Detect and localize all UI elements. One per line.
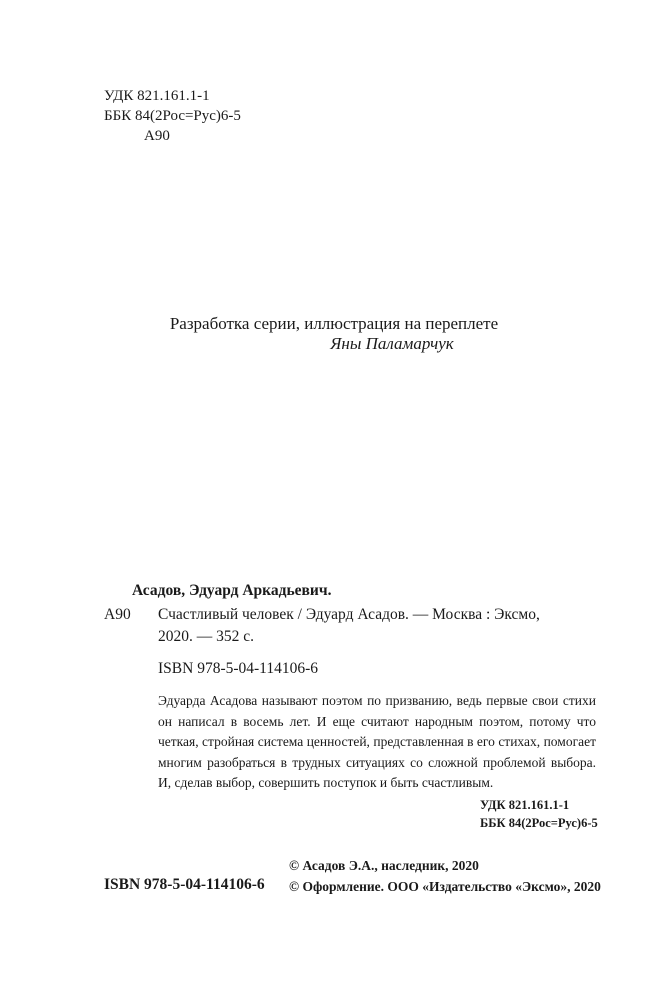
udk-code: УДК 821.161.1-1: [104, 88, 210, 104]
series-credit-name: Яны Паламарчук: [330, 334, 454, 353]
author-sign: А90: [144, 128, 170, 144]
udk-code-bottom: УДК 821.161.1-1: [480, 798, 570, 812]
catalog-title-line-1: Счастливый человек / Эдуард Асадов. — Москва : Эксмо,: [158, 606, 540, 623]
isbn-bottom: ISBN 978-5-04-114106-6: [104, 876, 265, 893]
copyright-design: © Оформление. ООО «Издательство «Эксмо», 2020: [289, 879, 601, 894]
bbk-code: ББК 84(2Рос=Рус)6-5: [104, 108, 241, 124]
catalog-isbn: ISBN 978-5-04-114106-6: [158, 660, 319, 677]
annotation-text: Эдуарда Асадова называют поэтом по призванию, ведь первые свои стихи он написал в восемь лет. И еще считают народным поэтом, потому что четкая, стройная система ценностей, представленная в его стихах, помогает многим разобраться в трудных ситуациях со сложной проблемой выбора. И, сделав выбор, совершить поступок и быть счастливым.: [158, 693, 596, 790]
copyright-author: © Асадов Э.А., наследник, 2020: [289, 858, 479, 873]
bbk-code-bottom: ББК 84(2Рос=Рус)6-5: [480, 816, 598, 830]
catalog-title-line-2: 2020. — 352 с.: [158, 628, 255, 645]
catalog-author: Асадов, Эдуард Аркадьевич.: [132, 582, 332, 599]
series-credit-role: Разработка серии, иллюстрация на переплете: [169, 314, 499, 333]
annotation: [158, 691, 596, 794]
catalog-sign: А90: [104, 606, 131, 623]
